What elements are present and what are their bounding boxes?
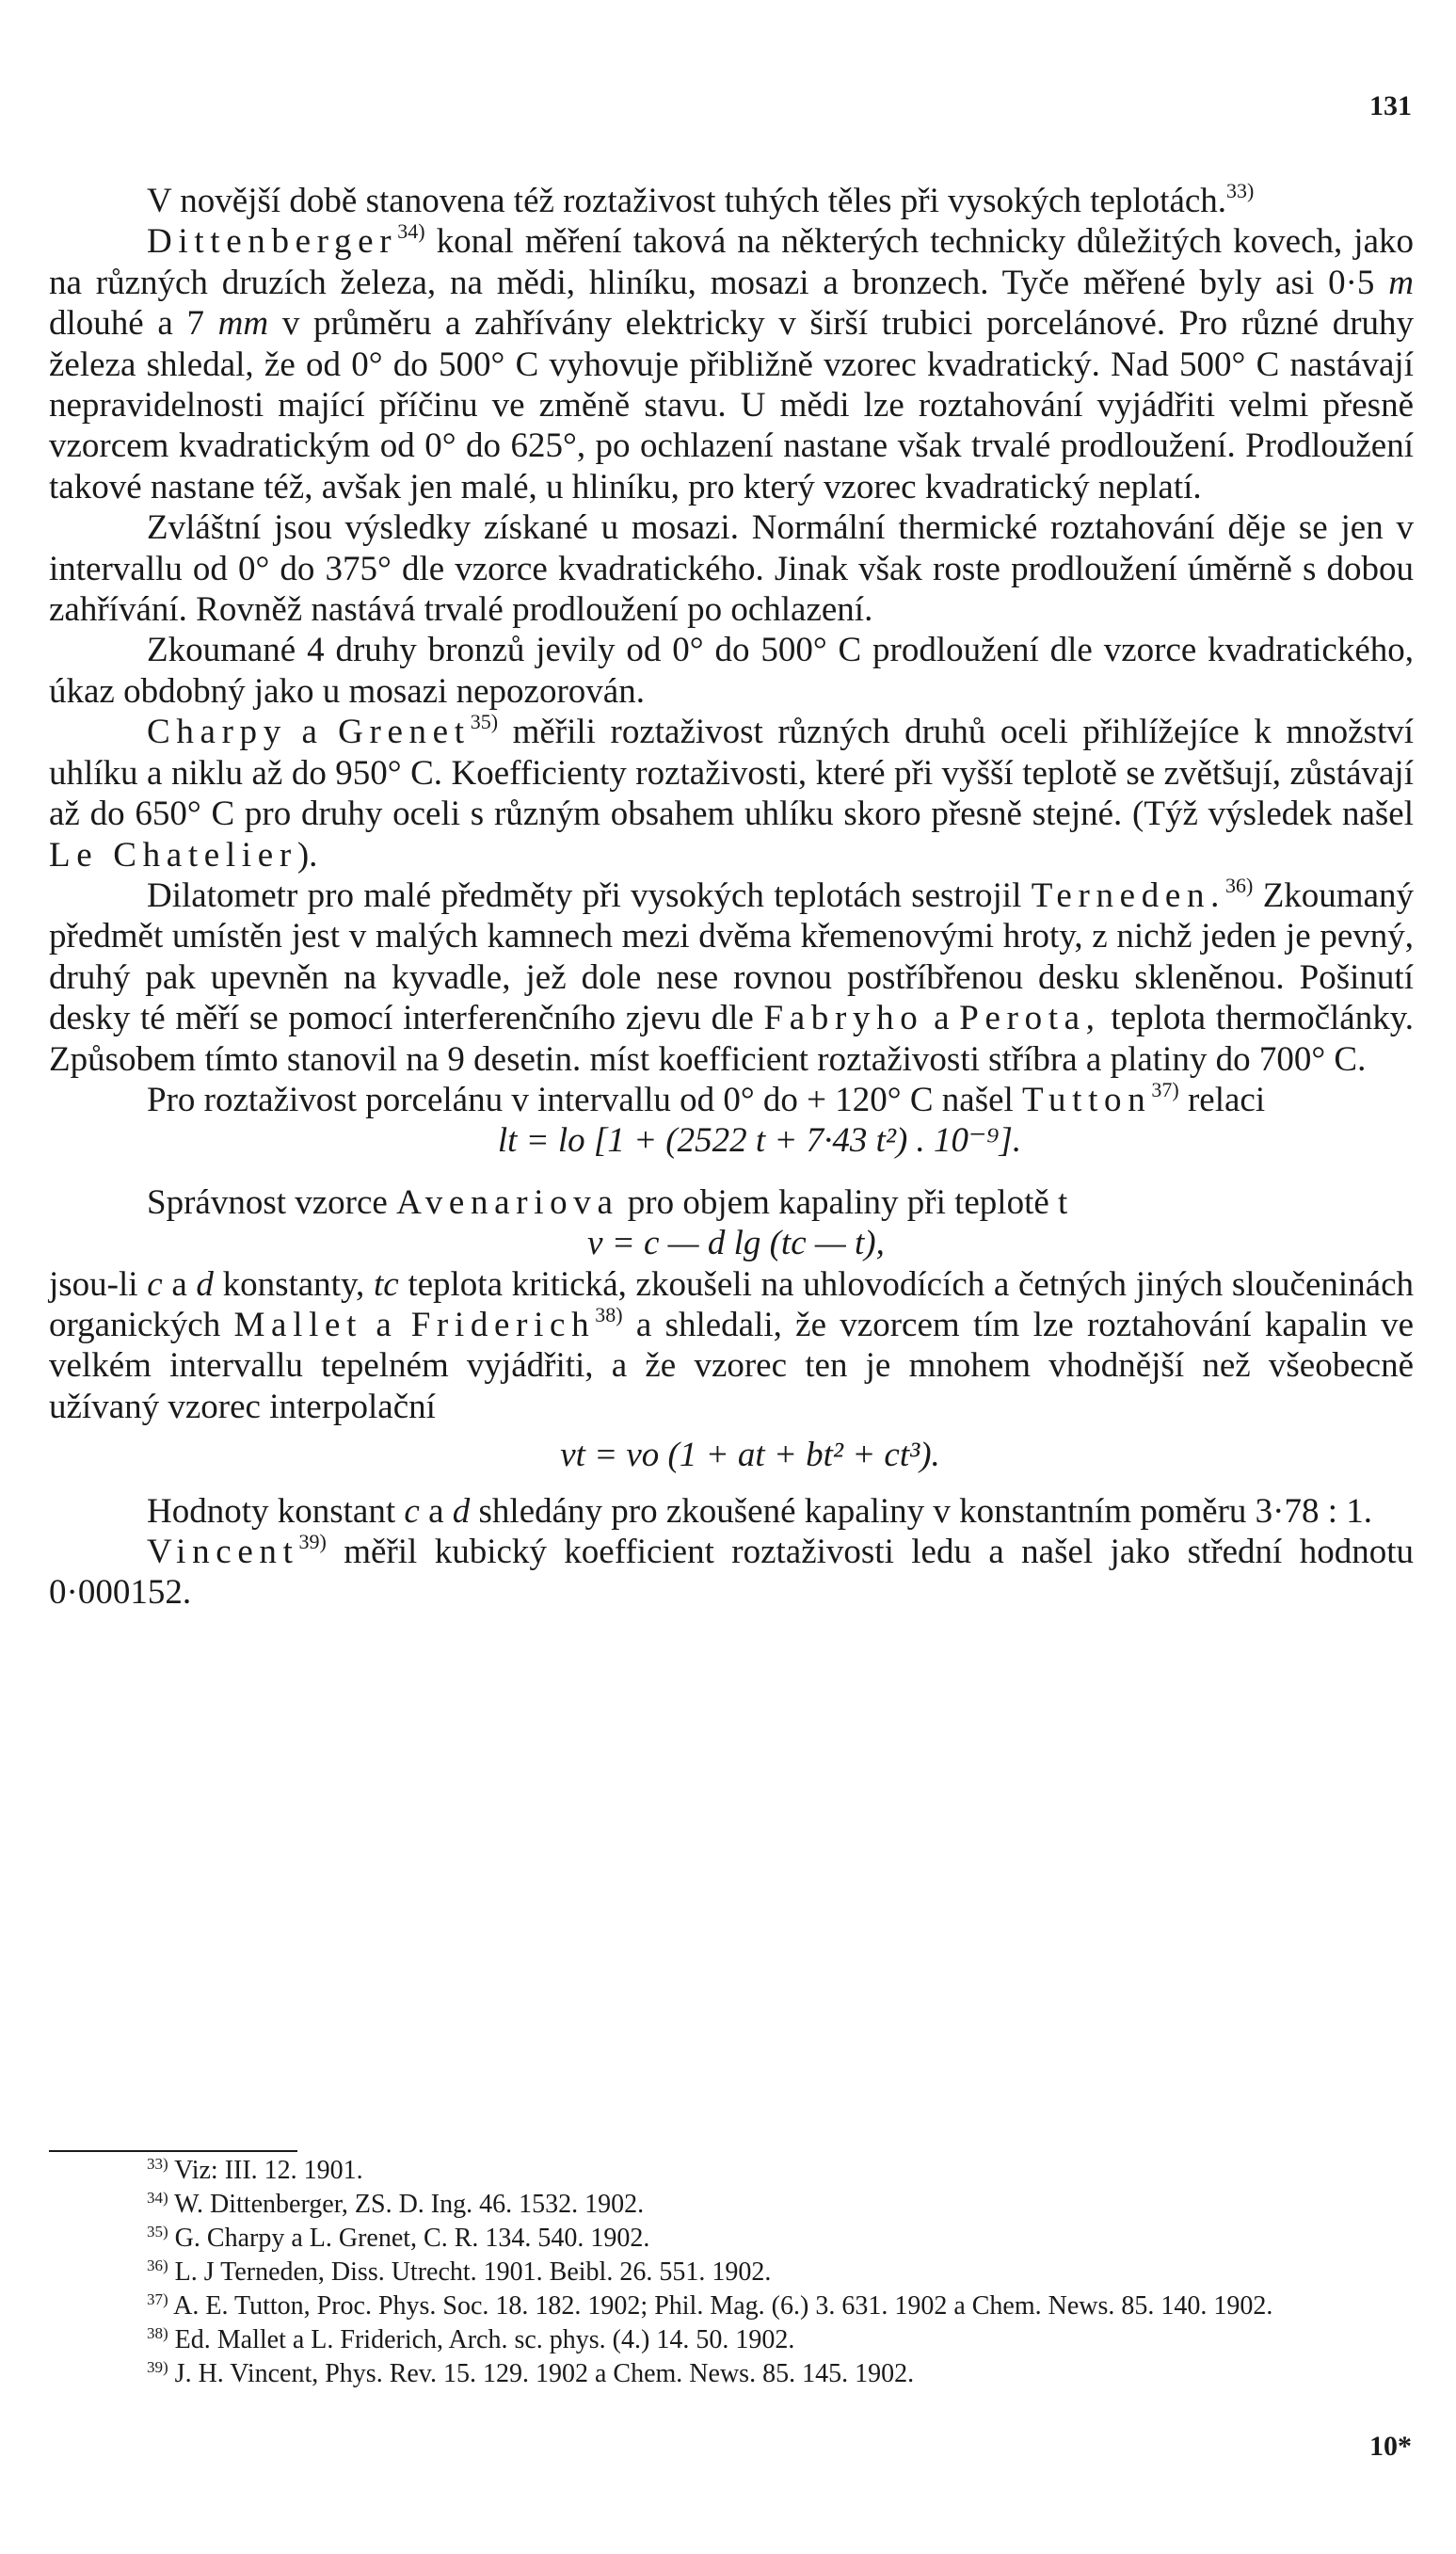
paragraph-9: jsou-li c a d konstanty, tc teplota kritická, zkoušeli na uhlovodících a četných jiných sloučeninách organických Mallet a Friderich$^{38)}$ a shledali, že vzorcem tím lze roztahování kapalin ve velkém intervallu tepelném vyjádřiti, a že vzorec ten je mnohem vhodnější než všeobecně užívaný vzorec interpolační <box>49 1264 1415 1426</box>
footnote-39: $^{39)}$ J. H. Vincent, Phys. Rev. 15. 129. 1902 a Chem. News. 85. 145. 1902. <box>147 2358 915 2388</box>
footnote-ref-38[interactable]: 38) <box>595 1302 623 1326</box>
paragraph-1: V novější době stanovena též roztaživost tuhých těles při vysokých teplotách.$^{33)}$ <box>147 179 1255 220</box>
footnote-35: $^{35)}$ G. Charpy a L. Grenet, C. R. 134. 540. 1902. <box>147 2223 650 2253</box>
paragraph-10: Hodnoty konstant c a d shledány pro zkoušené kapaliny v konstantním poměru 3·78 : 1. <box>147 1491 1372 1531</box>
author-terneden: Terneden. <box>1031 875 1226 915</box>
author-charpy: Charpy <box>147 713 287 752</box>
page-number: 131 <box>1369 90 1412 121</box>
formula-interpolation: vt = vo (1 + at + bt² + ct³). <box>560 1436 940 1475</box>
author-vincent: Vincent <box>147 1532 299 1571</box>
author-friderich: Friderich <box>410 1305 596 1344</box>
paragraph-3: Zvláštní jsou výsledky získané u mosazi. Normální thermické roztahování děje se jen v intervallu od 0° do 375° dle vzorce kvadratického. Jinak však roste prodloužení úměrně s dobou zahřívání. Rovněž nastává trvalé prodloužení po ochlazení. <box>49 508 1414 630</box>
footnote-ref-36[interactable]: 36) <box>1225 873 1254 897</box>
author-avenarius: Avenariova <box>396 1182 619 1222</box>
footnote-ref-39[interactable]: 39) <box>298 1529 327 1553</box>
paragraph-8: Správnost vzorce Avenariova pro objem kapaliny při teplotě t <box>147 1182 1068 1222</box>
footnote-34: $^{34)}$ W. Dittenberger, ZS. D. Ing. 46. 1532. 1902. <box>147 2189 645 2219</box>
footnote-ref-37[interactable]: 37) <box>1151 1077 1179 1101</box>
footnote-ref-34[interactable]: 34) <box>397 219 425 244</box>
author-grenet: Grenet <box>338 713 471 752</box>
signature-mark: 10* <box>1369 2431 1412 2462</box>
author-dittenberger: Dittenberger <box>147 222 398 262</box>
paragraph-4: Zkoumané 4 druhy bronzů jevily od 0° do 500° C prodloužení dle vzorce kvadratického, úkaz obdobný jako u mosazi nepozorován. <box>49 631 1414 711</box>
formula-tutton: lt = lo [1 + (2522 t + 7·43 t²) . 10⁻⁹]. <box>497 1121 1022 1161</box>
paragraph-7: Pro roztaživost porcelánu v intervallu od 0° do + 120° C našel Tutton$^{37)}$ relaci <box>147 1077 1266 1119</box>
paragraph-6: Dilatometr pro malé předměty při vysokých teplotách sestrojil Terneden.$^{36)}$ Zkoumaný předmět umístěn jest v malých kamnech mezi dvěma křemenovými hroty, z nichž jeden je pevný, druhý pak upevněn na kyvadle, jež dole nese rovnou postříbřenou desku skleněnou. Pošinutí desky té měří se pomocí interferenčního zjevu dle Fabryho a Perota, teplota thermočlánky. Způsobem tímto stanovil na 9 desetin. míst koefficient roztaživosti stříbra a platiny do 700° C. <box>49 873 1415 1079</box>
footnotes <box>49 2148 1414 2391</box>
paragraph-2: Dittenberger$^{34)}$ konal měření taková na některých technicky důležitých kovech, jako na různých druzích železa, na mědi, hliníku, mosazi a bronzech. Tyče měřené byly asi 0·5 m dlouhé a 7 mm v průměru a zahřívány elektricky v širší trubici porcelánové. Pro různé druhy železa shledal, že od 0° do 500° C vyhovuje přibližně vzorec kvadratický. Nad 500° C nastávají nepravidelnosti mající příčinu ve změně stavu. U mědi lze roztahování vyjádřiti velmi přesně vzorcem kvadratickým od 0° do 625°, po ochlazení nastane však trvalé prodloužení. Prodloužení takové nastane též, avšak jen malé, u hliníku, pro který vzorec kvadratický neplatí. <box>49 219 1415 506</box>
author-fabry: Fabryho <box>763 999 924 1038</box>
footnote-33: $^{33)}$ Viz: III. 12. 1901. <box>147 2155 363 2185</box>
footnote-ref-35[interactable]: 35) <box>470 710 499 734</box>
author-le-chatelier: Le Chatelier <box>49 835 297 875</box>
footnote-ref-33[interactable]: 33) <box>1226 179 1255 202</box>
main-text <box>49 181 1414 1614</box>
paragraph-11: Vincent$^{39)}$ měřil kubický koefficient roztaživosti ledu a našel jako střední hodnotu 0·000152. <box>49 1529 1414 1613</box>
footnote-38: $^{38)}$ Ed. Mallet a L. Friderich, Arch. sc. phys. (4.) 14. 50. 1902. <box>147 2324 795 2354</box>
paragraph-5: Charpy a Grenet$^{35)}$ měřili roztaživost různých druhů oceli přihlížejíce k množství uhlíku a niklu až do 950° C. Koefficienty roztaživosti, které při vyšší teplotě se zvětšují, zůstávají až do 650° C pro druhy oceli s různým obsahem uhlíku skoro přesně stejné. (Týž výsledek našel Le Chatelier). <box>49 710 1415 875</box>
author-perot: Perota, <box>959 999 1101 1038</box>
author-tutton: Tutton <box>1022 1080 1152 1119</box>
footnote-36: $^{36)}$ L. J Terneden, Diss. Utrecht. 1901. Beibl. 26. 551. 1902. <box>147 2257 772 2287</box>
author-mallet: Mallet <box>233 1305 363 1344</box>
formula-avenarius: v = c — d lg (tc — t), <box>587 1224 885 1263</box>
footnote-37: $^{37)}$ A. E. Tutton, Proc. Phys. Soc. 18. 182. 1902; Phil. Mag. (6.) 3. 631. 1902 a Chem. News. 85. 140. 1902. <box>147 2290 1273 2321</box>
